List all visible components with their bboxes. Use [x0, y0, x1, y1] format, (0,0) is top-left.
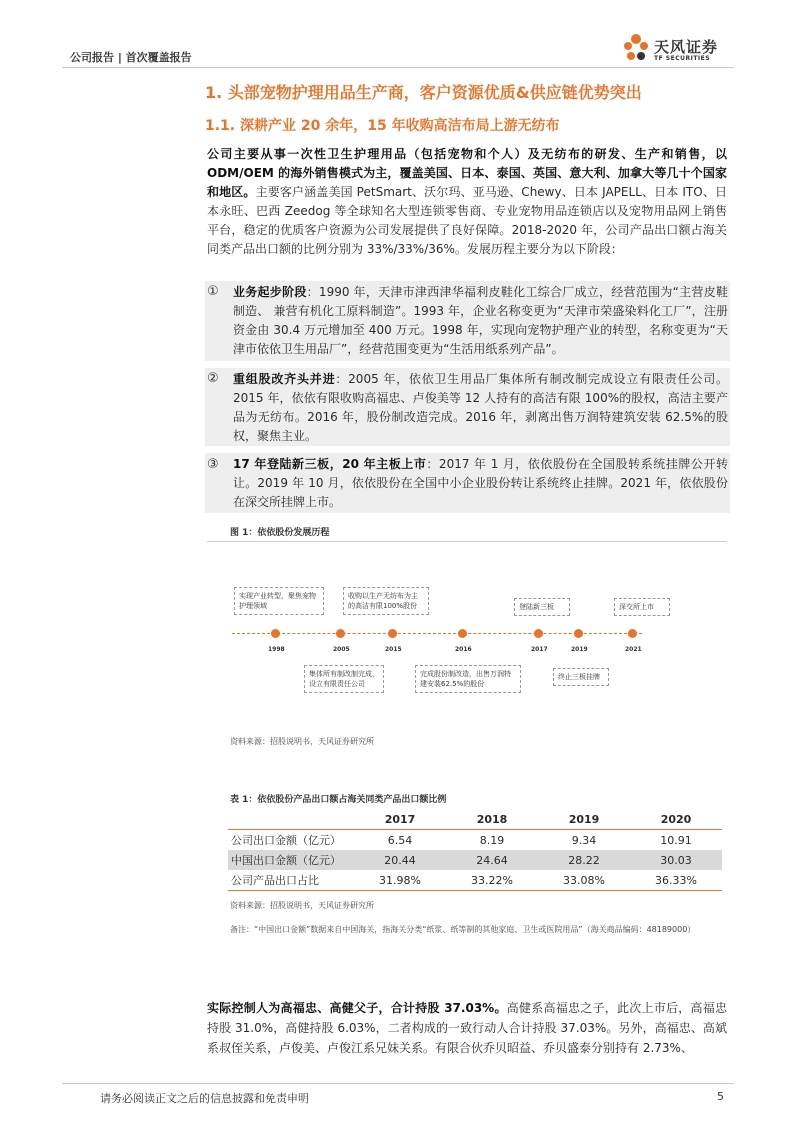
logo-text-cn: 天风证券 [654, 38, 719, 56]
stage-title: 业务起步阶段 [233, 285, 307, 299]
timeline-year: 2005 [333, 646, 350, 653]
control-paragraph [207, 998, 727, 1058]
table-header-cell: 2017 [384, 812, 416, 826]
table-row [228, 850, 722, 870]
header-divider [62, 67, 734, 68]
timeline-year: 2016 [455, 646, 472, 653]
table-cell: 10.91 [660, 833, 692, 847]
timeline-dot [628, 629, 637, 638]
table-cell: 28.22 [568, 853, 600, 867]
subsection-heading: 1.1. 深耕产业 20 余年，15 年收购高洁布局上游无纺布 [205, 118, 560, 134]
control-text: 高健系高福忠之子，此次上市后，高福忠持股 31.0%，高健持股 6.03%，二者构成的一致行动人合计持股 37.03%。另外，高福忠、高斌系叔侄关系，卢俊美、卢俊江系兄妹关系。有限合伙乔贝昭益、乔贝盛泰分别持有 2.73%、 [207, 1001, 727, 1055]
table-header-cell: 2018 [476, 812, 508, 826]
stage-text: ：2005 年，依依卫生用品厂集体所有制改制完成设立有限责任公司。2015 年，依依有限收购高福忠、卢俊美等 12 人持有的高洁有限 100%的股权，高洁主要产品为无纺布。2016 年，股份制改造完成。2016 年，剥离出售万润特建筑安装 62.5%的股权，聚焦主业。 [233, 372, 728, 443]
table-cell: 9.34 [571, 833, 597, 847]
table-row-label: 公司产品出口占比 [231, 874, 319, 887]
timeline-year: 2021 [625, 646, 642, 653]
page-number: 5 [717, 1090, 724, 1103]
table-header-row [228, 809, 722, 830]
timeline-year: 2015 [385, 646, 402, 653]
control-bold: 实际控制人为高福忠、高健父子，合计持股 37.03%。 [207, 1001, 507, 1015]
table-cell: 33.08% [563, 873, 605, 887]
timeline-dot [574, 629, 583, 638]
table-cell: 33.22% [471, 873, 513, 887]
timeline-year: 2017 [531, 646, 548, 653]
table-note: 备注：“中国出口金额”数据来自中国海关，指海关分类“纸浆、纸等制的其他家庭、卫生或医院用品”（海关商品编码：48189000） [230, 925, 696, 934]
stage-number: ③ [207, 457, 219, 472]
intro-paragraph [207, 145, 727, 259]
timeline-dot [534, 629, 543, 638]
timeline-year: 2019 [571, 646, 588, 653]
timeline-year: 1998 [268, 646, 285, 653]
stage-text: ：2017 年 1 月，依依股份在全国股转系统挂牌公开转让。2019 年 10 月，依依股份在全国中小企业股份转让系统终止挂牌。2021 年，依依股份在深交所挂牌上市。 [233, 457, 728, 509]
milestone-box: 收购以生产无纺布为主的高洁有限100%股份 [343, 587, 429, 615]
footer-disclaimer: 请务必阅读正文之后的信息披露和免责申明 [100, 1092, 309, 1105]
intro-bold: 公司主要从事一次性卫生护理用品（包括宠物和个人）及无纺布的研发、生产和销售，以 ODM/OEM 的海外销售模式为主，覆盖美国、日本、泰国、英国、意大利、加拿大等几十个国家和地区。 [207, 147, 727, 199]
table-cell: 20.44 [384, 853, 416, 867]
intro-text: 主要客户涵盖美国 PetSmart、沃尔玛、亚马逊、Chewy、日本 JAPELL、日本 ITO、日本永旺、巴西 Zeedog 等全球知名大型连锁零售商、专业宠物用品连锁店以及宠物用品网上销售平台，稳定的优质客户资源为公司发展提供了良好保障。2018-2020 年，公司产品出口额占海关同类产品出口额的比例分别为 33%/33%/36%。发展历程主要分为以下阶段： [207, 185, 727, 256]
figure-title-rule [207, 541, 727, 542]
timeline-dot [388, 629, 397, 638]
figure-source: 资料来源：招股说明书，天风证券研究所 [230, 737, 374, 746]
timeline-dot [336, 629, 345, 638]
export-table [228, 809, 722, 891]
stage-item [233, 283, 728, 359]
stage-title: 17 年登陆新三板，20 年主板上市 [233, 457, 427, 471]
table-cell: 31.98% [379, 873, 421, 887]
stage-text: ：1990 年，天津市津西津华福利皮鞋化工综合厂成立，经营范围为“主营皮鞋制造、 兼营有机化工原料制造”。1993 年，企业名称变更为“天津市荣盛染料化工厂”，注册资金由 30.4 万元增加至 400 万元。1998 年，实现向宠物护理产业的转型，名称变更为“天津市依依卫生用品厂”，经营范围变更为“生活用纸系列产品”。 [233, 285, 728, 356]
milestone-box: 集体所有制改制完成，设立有限责任公司 [304, 665, 384, 693]
table-cell: 24.64 [476, 853, 508, 867]
logo-text-en: TF SECURITIES [654, 55, 711, 62]
timeline-dot [271, 629, 280, 638]
table-header-cell [228, 809, 354, 830]
milestone-box: 深交所上市 [614, 598, 670, 616]
milestone-box: 完成股份制改造，出售万润特建安装62.5%的股份 [415, 665, 521, 693]
table-header-cell: 2019 [568, 812, 600, 826]
table-cell: 8.19 [479, 833, 505, 847]
table-cell: 36.33% [655, 873, 697, 887]
milestone-box: 实现产业转型，聚焦宠物护理领域 [234, 587, 324, 615]
stage-title: 重组股改齐头并进 [233, 372, 336, 386]
report-type-label: 公司报告 | 首次覆盖报告 [70, 51, 192, 64]
table-row-label: 中国出口金额（亿元） [231, 854, 341, 867]
timeline-dot [458, 629, 467, 638]
milestone-box: 终止三板挂牌 [553, 668, 609, 686]
table-row [228, 870, 722, 891]
stage-number: ① [207, 284, 219, 299]
table-header-cell: 2020 [660, 812, 692, 826]
stage-item [233, 455, 728, 512]
footer-divider [62, 1083, 734, 1084]
table-cell: 6.54 [387, 833, 413, 847]
stage-item [233, 370, 728, 446]
table-row [228, 830, 722, 851]
figure-title: 图 1：依依股份发展历程 [230, 528, 330, 538]
stage-number: ② [207, 371, 219, 386]
table-cell: 30.03 [660, 853, 692, 867]
milestone-box: 登陆新三板 [514, 598, 570, 616]
table-title: 表 1：依依股份产品出口额占海关同类产品出口额比例 [230, 795, 447, 805]
table-row-label: 公司出口金额（亿元） [231, 834, 341, 847]
tf-logo-icon [620, 31, 652, 63]
section-heading: 1. 头部宠物护理用品生产商，客户资源优质&供应链优势突出 [205, 83, 642, 102]
table-source: 资料来源：招股说明书，天风证券研究所 [230, 901, 374, 910]
